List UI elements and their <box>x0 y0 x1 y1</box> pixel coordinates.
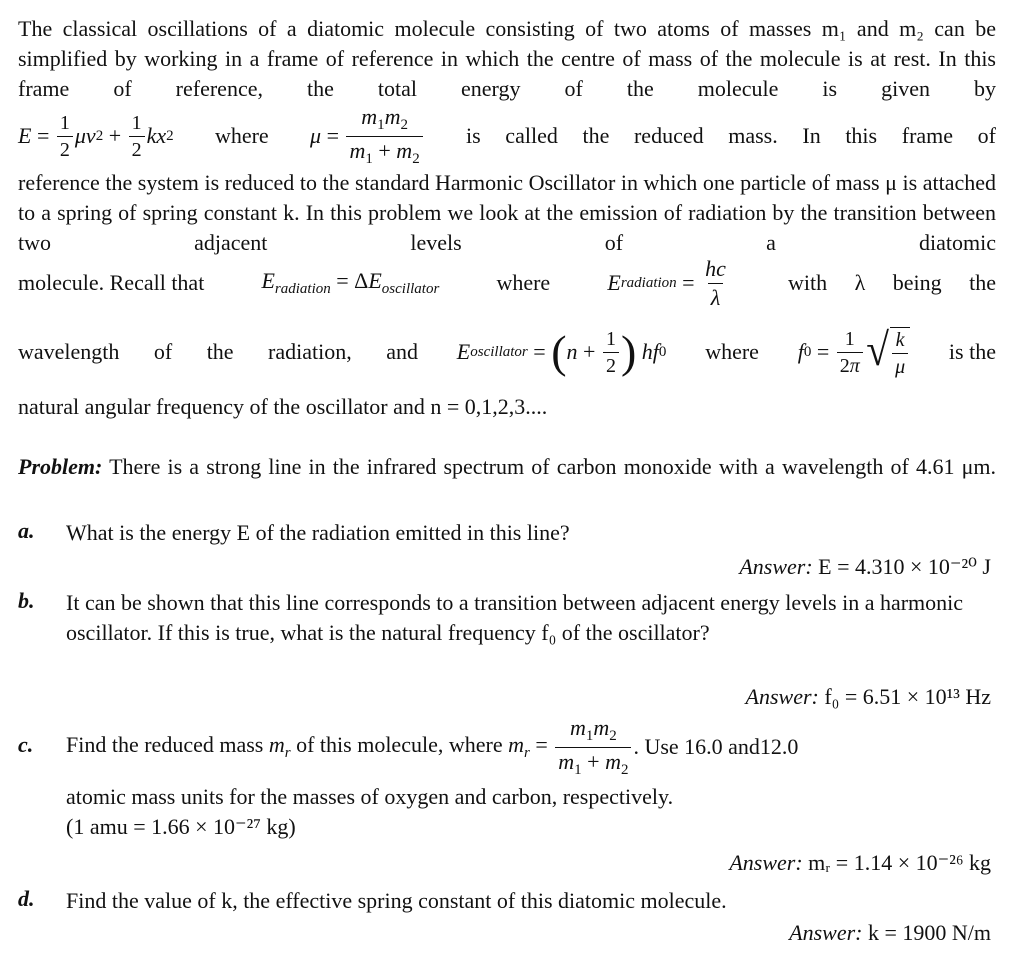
question-c-line-1: Find the reduced mass $m_r$ of this molecule, where $m_r$ = $\frac{m_1m_2}{m_1 + m_2}$ . Use 16.0 and12.0 <box>66 714 799 778</box>
answer-b-label: Answer: <box>745 684 819 709</box>
answer-b-value: f₀ = 6.51 × 10¹³ Hz <box>824 684 991 709</box>
reduced-mass-text: is called the reduced mass. In this frame of <box>466 123 996 148</box>
is-the-text: is the <box>948 339 996 364</box>
answer-a-label: Answer: <box>739 554 813 579</box>
answer-b <box>746 684 991 710</box>
intro-paragraph-1 <box>18 14 996 104</box>
question-d-label: d. <box>18 886 35 911</box>
question-c-fraction: $\frac{m_1m_2}{m_1 + m_2}$ <box>555 717 631 778</box>
problem-statement <box>18 452 996 482</box>
recall-line <box>18 254 996 312</box>
question-a-text: What is the energy E of the radiation emitted in this line? <box>66 520 570 545</box>
question-b-label: b. <box>18 588 35 613</box>
problem-text: There is a strong line in the infrared spectrum of carbon monoxide with a wavelength of 4.61 μm. <box>109 454 996 479</box>
problem-label: Problem: <box>18 454 103 479</box>
answer-a <box>739 554 991 580</box>
natural-frequency-equation: f 0 = $\frac{1}{2\pi}$ √ $\frac{k}{\mu}$ <box>798 327 910 377</box>
question-c-text-pre: Find the reduced mass $m_r$ of this molecule, where $m_r$ = <box>66 732 554 761</box>
intro-last-line <box>18 394 996 424</box>
wavelength-text: wavelength of the radiation, and <box>18 339 418 364</box>
answer-d-label: Answer: <box>789 920 863 945</box>
intro-paragraph-2 <box>18 168 996 258</box>
where-word-3: where <box>705 339 759 364</box>
question-a-label: a. <box>18 518 35 543</box>
question-d-text: Find the value of k, the effective spring constant of this diatomic molecule. <box>66 888 727 913</box>
answer-d-value: k = 1900 N/m <box>867 920 991 945</box>
where-word-1: where <box>214 123 269 148</box>
question-c-line-2: atomic mass units for the masses of oxygen and carbon, respectively. <box>66 784 674 809</box>
answer-c-label: Answer: <box>729 850 803 875</box>
question-c-line-3: (1 amu = 1.66 × 10⁻²⁷ kg) <box>66 814 296 839</box>
radiation-energy-equation: $E_{radiation} = \Delta E_{oscillator}$ <box>261 268 440 297</box>
answer-c-value: mᵣ = 1.14 × 10⁻²⁶ kg <box>808 850 991 875</box>
energy-equation-line <box>18 103 996 167</box>
question-c-text-post: Use 16.0 and12.0 <box>644 734 799 759</box>
where-word-2: where <box>496 270 551 295</box>
answer-c <box>729 850 991 876</box>
question-c-label: c. <box>18 732 34 757</box>
wavelength-line <box>18 318 996 386</box>
oscillator-energy-equation: E oscillator = ( n + $\frac{1}{2}$ ) hf 0 <box>456 326 667 377</box>
molecule-recall-text: molecule. Recall that <box>18 270 205 295</box>
answer-a-value: E = 4.310 × 10⁻²⁰ J <box>818 554 991 579</box>
question-b-text: It can be shown that this line corresponds to a transition between adjacent energy levels in a harmonic oscillator. If this is true, what is the natural frequency f₀ of the oscillator? <box>66 590 964 645</box>
intro-text-2: reference the system is reduced to the standard Harmonic Oscillator in which one particle of mass μ is attached to a spring of spring constant k. In this problem we look at the emission of radiation by the transition between two adjacent levels of a diatomic <box>18 170 996 255</box>
energy-equation: E = $\frac{1}{2}$ μv 2 + $\frac{1}{2}$ kx 2 <box>18 111 174 161</box>
reduced-mass-definition: μ = $\frac{m_1m_2}{m_1 + m_2}$ <box>310 106 425 167</box>
intro-last-text: natural angular frequency of the oscillator and n = 0,1,2,3.... <box>18 394 548 419</box>
with-lambda-text: with λ being the <box>788 270 996 295</box>
hc-lambda-equation: E radiation = $\frac{hc}{\lambda}$ <box>607 255 726 310</box>
answer-d <box>789 920 991 946</box>
intro-text-1: The classical oscillations of a diatomic molecule consisting of two atoms of masses m₁ and m₂ can be simplified by working in a frame of reference in which the centre of mass of the molecule is at rest. In this frame of reference, the total energy of the molecule is given by <box>18 16 996 101</box>
